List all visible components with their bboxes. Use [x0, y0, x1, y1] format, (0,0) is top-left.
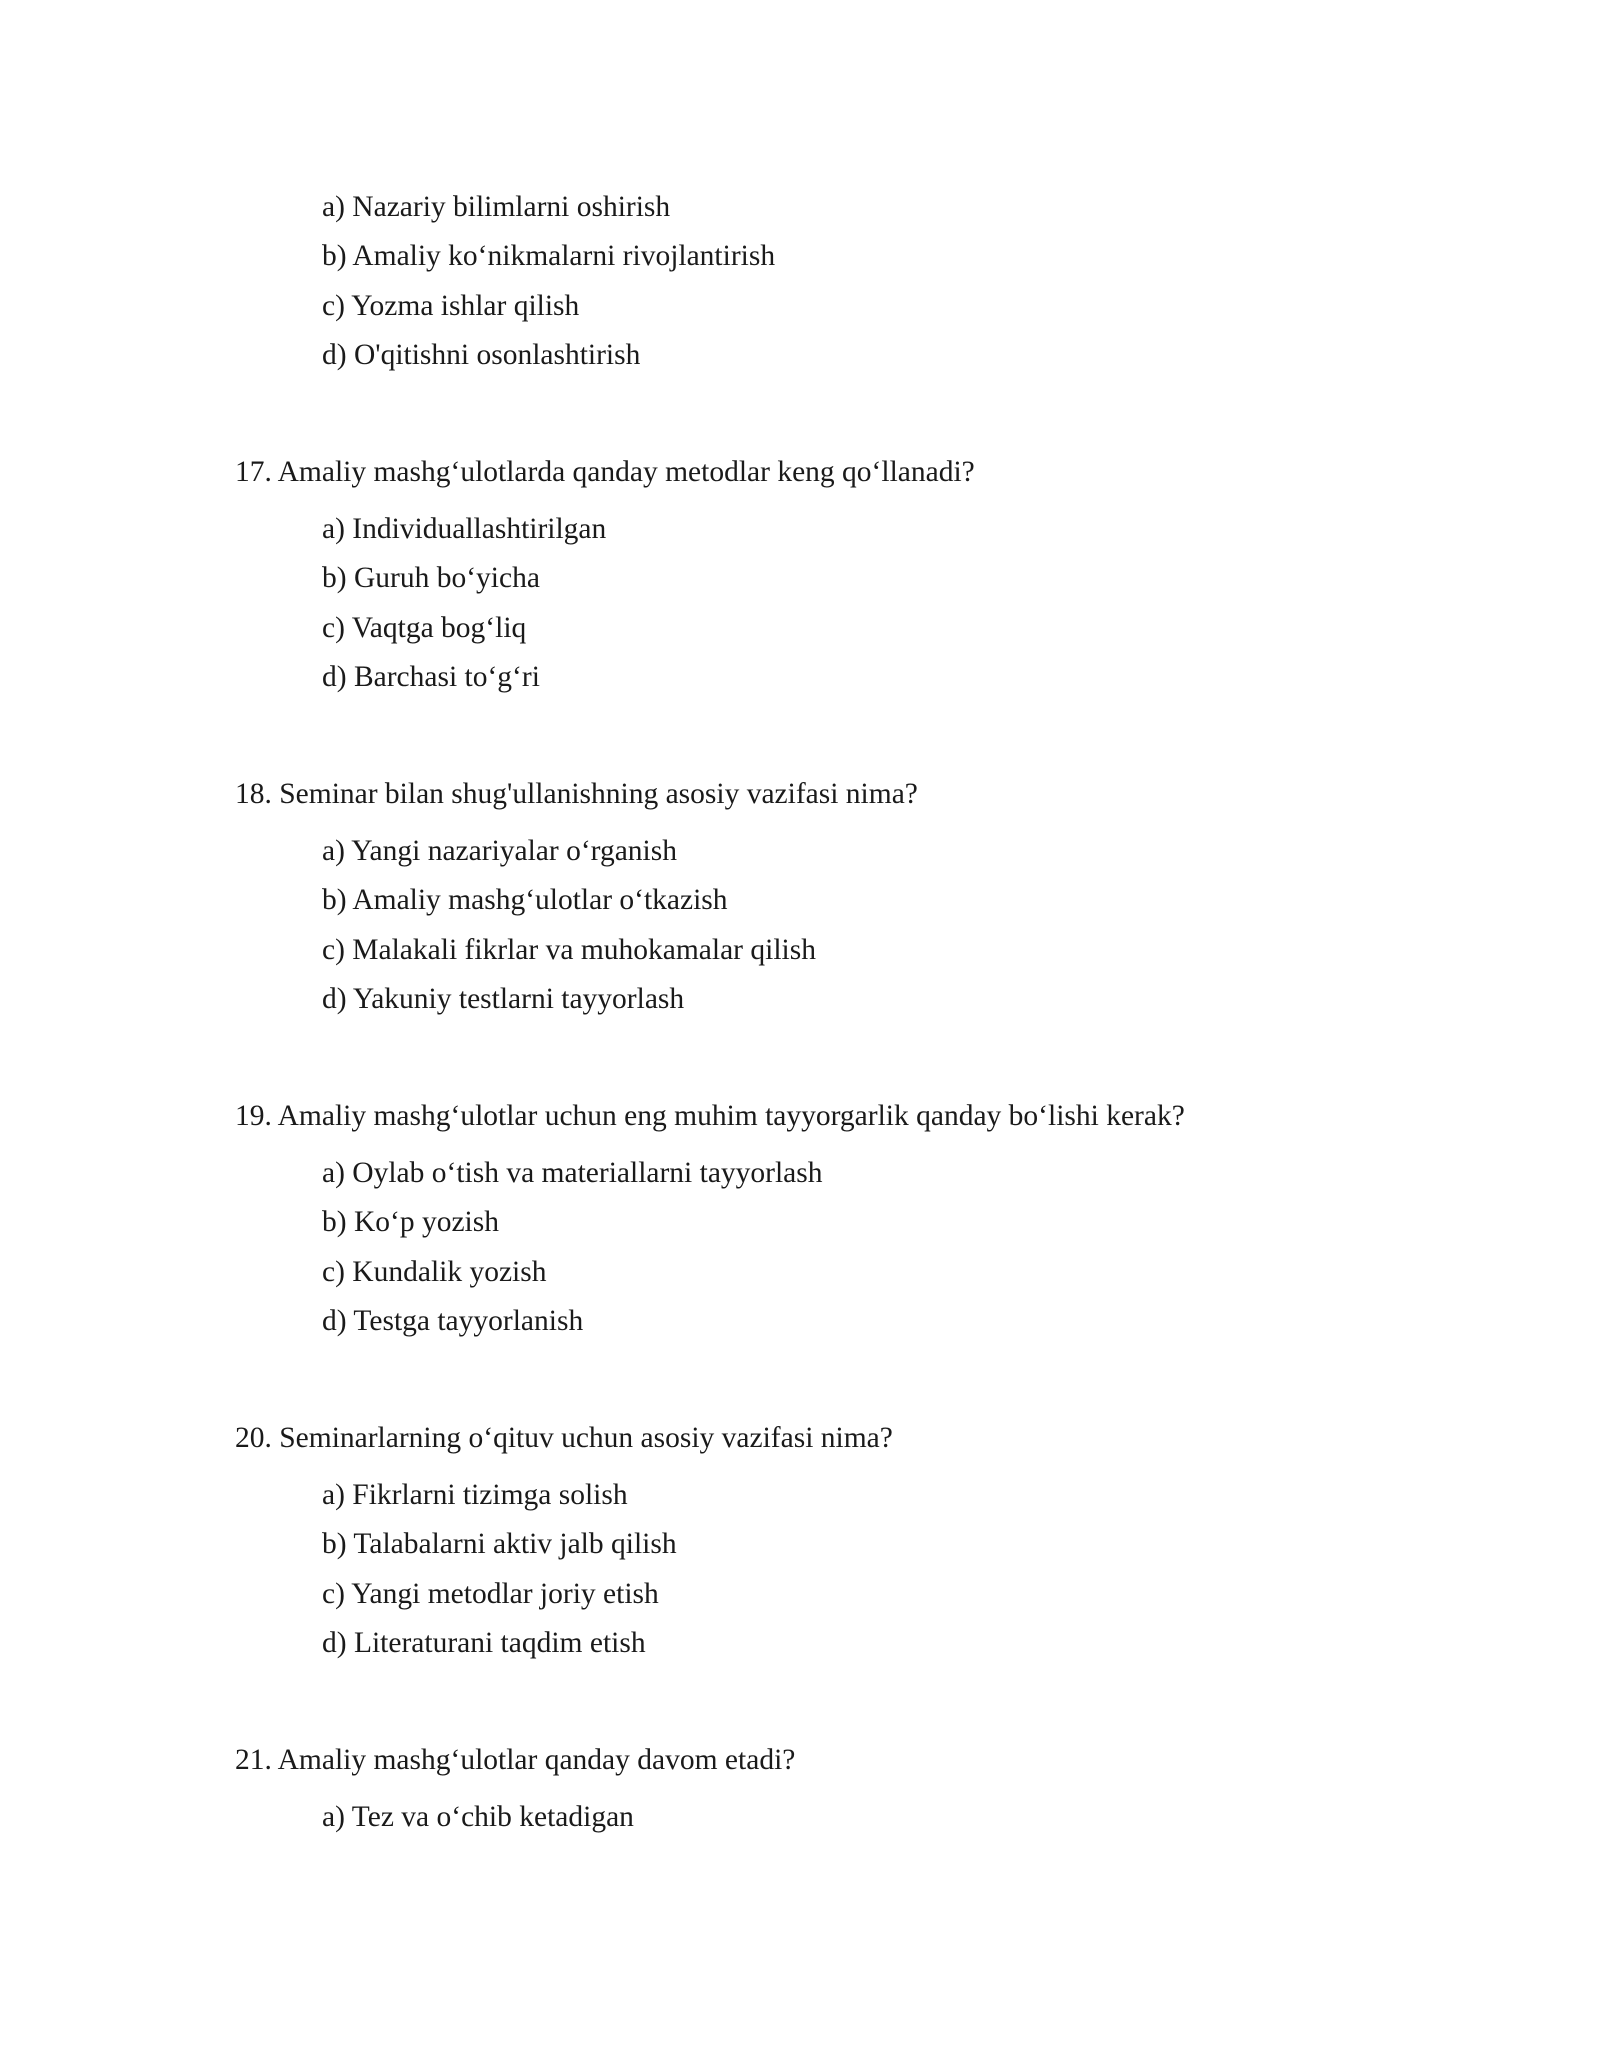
option-18-c: c) Malakali fikrlar va muhokamalar qilish [322, 934, 816, 966]
option-18-b: b) Amaliy mashg‘ulotlar o‘tkazish [322, 884, 728, 916]
option-19-c: c) Kundalik yozish [322, 1256, 547, 1288]
question-18: 18. Seminar bilan shug'ullanishning asosiy vazifasi nima? [235, 778, 918, 810]
option-21-a: a) Tez va o‘chib ketadigan [322, 1801, 634, 1833]
option-19-a: a) Oylab o‘tish va materiallarni tayyorlash [322, 1157, 823, 1189]
option-16-a: a) Nazariy bilimlarni oshirish [322, 191, 671, 223]
option-16-d: d) O'qitishni osonlashtirish [322, 339, 641, 371]
option-20-b: b) Talabalarni aktiv jalb qilish [322, 1528, 677, 1560]
question-17: 17. Amaliy mashg‘ulotlarda qanday metodlar keng qo‘llanadi? [235, 456, 975, 488]
question-21: 21. Amaliy mashg‘ulotlar qanday davom etadi? [235, 1744, 796, 1776]
option-17-b: b) Guruh bo‘yicha [322, 562, 540, 594]
option-16-c: c) Yozma ishlar qilish [322, 290, 580, 322]
option-16-b: b) Amaliy ko‘nikmalarni rivojlantirish [322, 240, 776, 272]
option-20-d: d) Literaturani taqdim etish [322, 1627, 646, 1659]
option-20-c: c) Yangi metodlar joriy etish [322, 1578, 659, 1610]
option-18-d: d) Yakuniy testlarni tayyorlash [322, 983, 685, 1015]
question-19: 19. Amaliy mashg‘ulotlar uchun eng muhim tayyorgarlik qanday bo‘lishi kerak? [235, 1100, 1185, 1132]
option-17-d: d) Barchasi to‘g‘ri [322, 661, 540, 693]
option-17-c: c) Vaqtga bog‘liq [322, 612, 527, 644]
option-17-a: a) Individuallashtirilgan [322, 513, 607, 545]
option-19-b: b) Ko‘p yozish [322, 1206, 499, 1238]
question-20: 20. Seminarlarning o‘qituv uchun asosiy vazifasi nima? [235, 1422, 893, 1454]
option-18-a: a) Yangi nazariyalar o‘rganish [322, 835, 677, 867]
option-20-a: a) Fikrlarni tizimga solish [322, 1479, 628, 1511]
option-19-d: d) Testga tayyorlanish [322, 1305, 584, 1337]
